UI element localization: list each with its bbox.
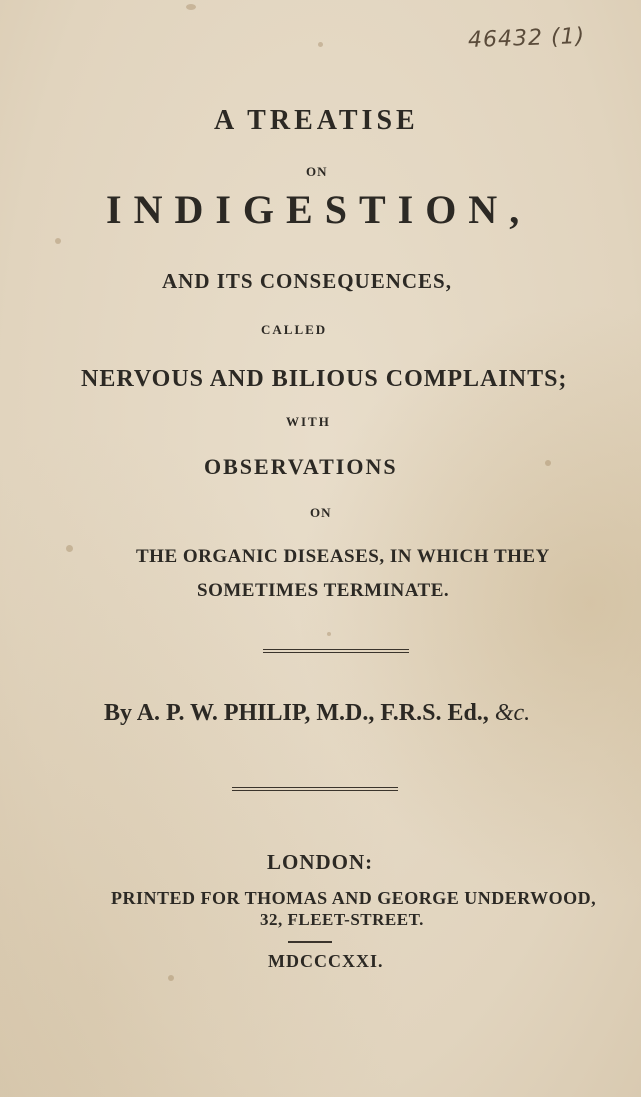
title-called: CALLED <box>261 322 328 337</box>
foxing-spot <box>55 238 61 244</box>
imprint-address: 32, FLEET-STREET. <box>260 910 424 929</box>
imprint-date: MDCCCXXI. <box>268 951 384 971</box>
rule-lower <box>288 941 332 943</box>
title-terminate: SOMETIMES TERMINATE. <box>197 580 450 601</box>
author-prefix: By <box>104 700 133 726</box>
foxing-spot <box>168 975 174 981</box>
foxing-spot <box>327 632 331 636</box>
title-diseases: THE ORGANIC DISEASES, IN WHICH THEY <box>136 546 550 567</box>
title-consequences: AND ITS CONSEQUENCES, <box>162 269 452 293</box>
handwritten-shelfmark: 46432 (1) <box>467 23 586 54</box>
title-with: WITH <box>286 414 331 429</box>
rule-middle <box>232 787 398 791</box>
title-complaints: NERVOUS AND BILIOUS COMPLAINTS; <box>81 366 568 392</box>
title-on-1: ON <box>306 164 328 179</box>
imprint-city: LONDON: <box>267 850 374 874</box>
title-indigestion: INDIGESTION, <box>106 187 532 232</box>
imprint-printer: PRINTED FOR THOMAS AND GEORGE UNDERWOOD, <box>111 888 597 908</box>
rule-upper <box>263 649 409 653</box>
author-name: A. P. W. PHILIP, M.D., F.R.S. Ed., <box>136 700 489 726</box>
author-suffix: &c. <box>494 700 531 726</box>
foxing-spot <box>186 4 196 10</box>
title-on-2: ON <box>310 505 332 520</box>
foxing-spot <box>318 42 323 47</box>
foxing-spot <box>545 460 551 466</box>
author-line <box>0 701 530 725</box>
title-observations: OBSERVATIONS <box>204 454 398 479</box>
title-treatise: A TREATISE <box>214 105 419 136</box>
